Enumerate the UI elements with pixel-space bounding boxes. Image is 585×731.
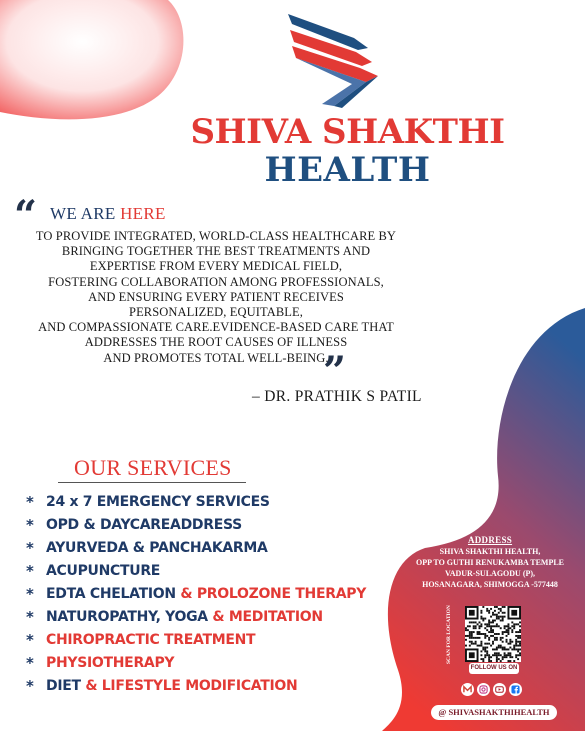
service-item — [26, 605, 366, 628]
address-line: HOSANAGARA, SHIMOGGA -577448 — [422, 580, 558, 589]
mission-line: PERSONALIZED, EQUITABLE, — [129, 305, 303, 320]
service-label — [46, 678, 297, 694]
youtube-icon[interactable] — [493, 683, 506, 696]
service-item — [26, 582, 366, 605]
mission-line: EXPERTISE FROM EVERY MEDICAL FIELD, — [89, 259, 343, 274]
service-label — [46, 609, 323, 625]
service-label — [46, 517, 242, 533]
mission-statement — [30, 229, 402, 366]
service-label — [46, 586, 366, 602]
service-label-part: AYURVEDA & PANCHAKARMA — [46, 539, 268, 556]
mission-line: BRINGING TOGETHER THE BEST TREATMENTS AND — [61, 244, 371, 259]
service-label — [46, 632, 255, 648]
bullet-star-icon: * — [26, 584, 34, 603]
address-heading: ADDRESS — [467, 535, 513, 545]
service-label-part: 24 x 7 EMERGENCY SERVICES — [46, 493, 270, 510]
service-item — [26, 490, 366, 513]
bullet-star-icon: * — [26, 676, 34, 695]
service-item — [26, 651, 366, 674]
service-label-part: & LIFESTYLE MODIFICATION — [85, 677, 298, 694]
follow-us-label: FOLLOW US ON — [469, 663, 519, 674]
service-item — [26, 628, 366, 651]
mission-line: AND PROMOTES TOTAL WELL-BEING. — [103, 350, 329, 365]
service-label — [46, 563, 160, 579]
location-qr-code-icon[interactable] — [465, 606, 521, 662]
service-label-part: ACUPUNCTURE — [46, 562, 161, 579]
service-label-part: & MEDITATION — [212, 608, 323, 625]
bullet-star-icon: * — [26, 538, 34, 557]
services-title: OUR SERVICES — [74, 455, 232, 480]
mission-heading — [50, 204, 166, 224]
social-handle[interactable]: @ SHIVASHAKTHIHEALTH — [431, 705, 557, 720]
service-label-part: EDTA CHELATION — [46, 585, 181, 602]
mission-line: ADDRESSES THE ROOT CAUSES OF ILLNESS — [84, 335, 348, 350]
mail-icon[interactable] — [461, 683, 474, 696]
service-label-part: NATUROPATHY, YOGA — [46, 608, 213, 625]
service-item — [26, 536, 366, 559]
service-label-part: DIET — [46, 677, 86, 694]
service-item — [26, 674, 366, 697]
bullet-star-icon: * — [26, 630, 34, 649]
bullet-star-icon: * — [26, 653, 34, 672]
social-icons — [461, 683, 522, 696]
bullet-star-icon: * — [26, 515, 34, 534]
open-quote-icon: “ — [14, 192, 38, 239]
address-block — [400, 535, 580, 590]
scan-for-location-label: SCAN FOR LOCATION — [446, 605, 452, 664]
services-divider — [58, 482, 246, 483]
service-label — [46, 655, 174, 671]
service-item — [26, 513, 366, 536]
address-line: OPP TO GUTHI RENUKAMBA TEMPLE — [415, 558, 565, 567]
service-label-part: PHYSIOTHERAPY — [46, 654, 175, 671]
mission-line: AND ENSURING EVERY PATIENT RECEIVES — [88, 289, 344, 304]
services-list — [26, 490, 366, 697]
facebook-icon[interactable] — [509, 683, 522, 696]
quote-author: – DR. PRATHIK S PATIL — [252, 388, 422, 405]
service-item — [26, 559, 366, 582]
brand-logo-icon — [282, 10, 387, 110]
service-label — [46, 540, 268, 556]
close-quote-icon: ” — [323, 348, 347, 395]
brand-name-line2: HEALTH — [264, 150, 431, 190]
address-line: SHIVA SHAKTHI HEALTH, — [439, 547, 541, 556]
service-label-part: & PROLOZONE THERAPY — [180, 585, 367, 602]
instagram-icon[interactable] — [477, 683, 490, 696]
mission-line: TO PROVIDE INTEGRATED, WORLD-CLASS HEALTHCARE BY — [35, 229, 397, 243]
bullet-star-icon: * — [26, 561, 34, 580]
top-left-blob — [0, 0, 183, 119]
brand-name-line1: SHIVA SHAKTHI — [190, 112, 505, 152]
service-label — [46, 494, 270, 510]
mission-line: AND COMPASSIONATE CARE.EVIDENCE-BASED CARE THAT — [38, 320, 394, 335]
service-label-part: OPD & DAYCAREADDRESS — [46, 516, 242, 533]
bullet-star-icon: * — [26, 607, 34, 626]
mission-heading-part2: HERE — [120, 204, 166, 223]
mission-line: FOSTERING COLLABORATION AMONG PROFESSIONALS, — [48, 274, 384, 289]
service-label-part: CHIROPRACTIC TREATMENT — [46, 631, 256, 648]
address-line: VADUR-SULAGODU (P), — [444, 569, 536, 578]
bullet-star-icon: * — [26, 492, 34, 511]
mission-heading-part1: WE ARE — [50, 204, 121, 223]
